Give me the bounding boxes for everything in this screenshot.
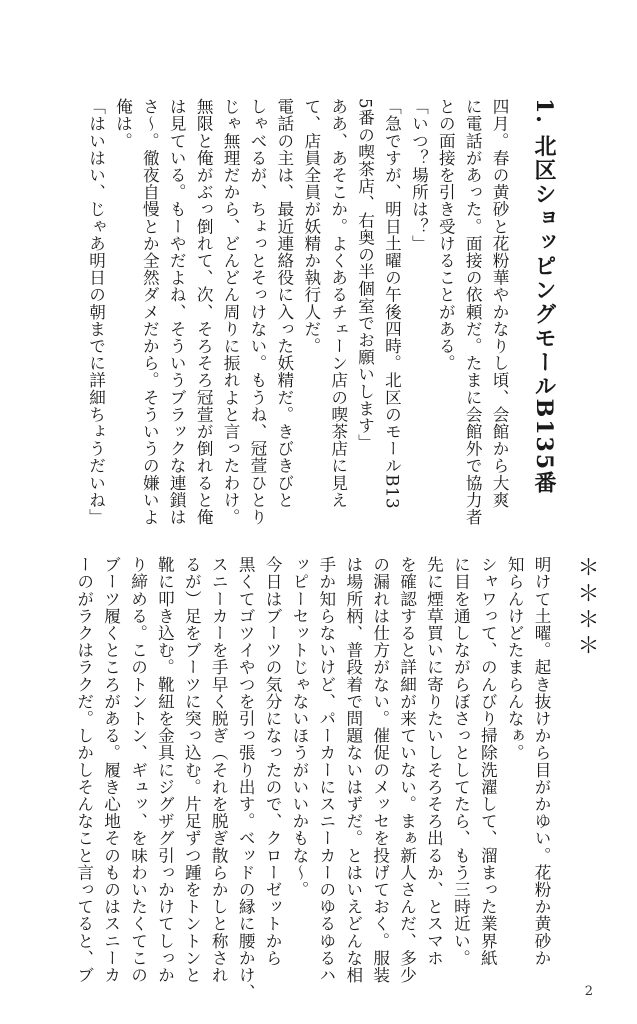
chapter-heading: 1. 北区ショッピングモールB135番 [531,98,557,496]
text-line: 「急ですが、明日土曜の午後四時。北区のモールB13 [382,98,402,510]
text-line: 手か知らないけど、パーカーにスニーカーのゆるゆるハ [316,556,336,984]
text-line: 黒くてゴツイやつを引っ張り出す。ベッドの縁に腰かけ、 [236,556,256,1001]
text-line: 5番の喫茶店、右奥の半個室でお願いします」 [355,98,375,452]
text-line: 四月。春の黄砂と花粉華やかなりし頃、会館から大爽 [490,98,510,509]
text-line: ーのがラクはラクだ。しかしそんなこと言ってると、ブ [74,556,94,984]
text-line: 靴に叩き込む。靴紐を金具にジグザグ引っかけてしっか [155,556,175,984]
text-line: しゃべるが、ちょっとそっけない。もうね、冠萱ひとり [247,98,267,526]
upper-text-block [82,98,557,526]
text-line: シャワって、のんびり掃除洗濯して、溜まった業界紙 [478,556,498,967]
text-line: ああ、あそこか。よくあるチェーン店の喫茶店に見え [328,98,348,509]
text-line: 無限と俺がぶっ倒れて、次、そろそろ冠萱が倒れると俺 [194,98,214,526]
lower-text-block [70,556,599,1001]
text-line: 「いつ？場所は？」 [409,98,429,252]
text-line: 「はいはい、じゃあ明日の朝までに詳細ちょうだいね」 [86,98,106,526]
text-line: を確認すると詳細が来ていない。まぁ新人さんだ、多少 [397,556,417,984]
text-line: 電話の主は、最近連絡役に入った妖精だ。きびきびと [274,98,294,509]
text-line: に目を通しながらぼさっとしてたら、もう三時近い。 [451,556,471,967]
text-line: は場所柄、普段着で問題ないはずだ。とはいえどんな相 [343,556,363,984]
section-separator: ＊＊＊＊ [574,556,599,660]
text-line: ブーツ履くところがある。履き心地そのものはスニーカ [101,556,121,984]
text-line: 俺は。 [113,98,133,150]
text-line: るが）足をブーツに突っ込む。片足ずつ踵をトントンと [182,556,202,984]
text-line: 知らんけどたまらんなぁ。 [505,556,525,762]
text-line: さ～。徹夜自慢とか全然ダメだから。そういうの嫌いよ [140,98,160,526]
page-number: 2 [584,984,593,999]
text-line: スニーカーを手早く脱ぎ（それを脱ぎ散らかしと称され [209,556,229,984]
text-line: に電話があった。面接の依頼だ。たまに会館外で協力者 [463,98,483,526]
text-line: 先に煙草買いに寄りたいしそろそろ出るか、とスマホ [424,556,444,967]
text-line: との面接を引き受けることがある。 [436,98,456,372]
text-line: て、店員全員が妖精か執行人だ。 [301,98,321,355]
text-line: じゃ無理だから、どんどん周りに振れよと言ったわけ。 [221,98,241,526]
text-line: 今日はブーツの気分になったので、クローゼットから [263,556,283,967]
text-line: の漏れは仕方がない。催促のメッセを投げておく。服装 [370,556,390,984]
text-line: ッピーセットじゃないほうがいいかもな～。 [289,556,309,898]
text-line: り締める。このトントン、ギュッ、を味わいたくてこの [128,556,148,984]
text-line: 明けて土曜。起き抜けから目がかゆい。花粉か黄砂か [532,556,552,967]
text-line: は見ている。もーやだよね、そういうブラックな連鎖は [167,98,187,526]
